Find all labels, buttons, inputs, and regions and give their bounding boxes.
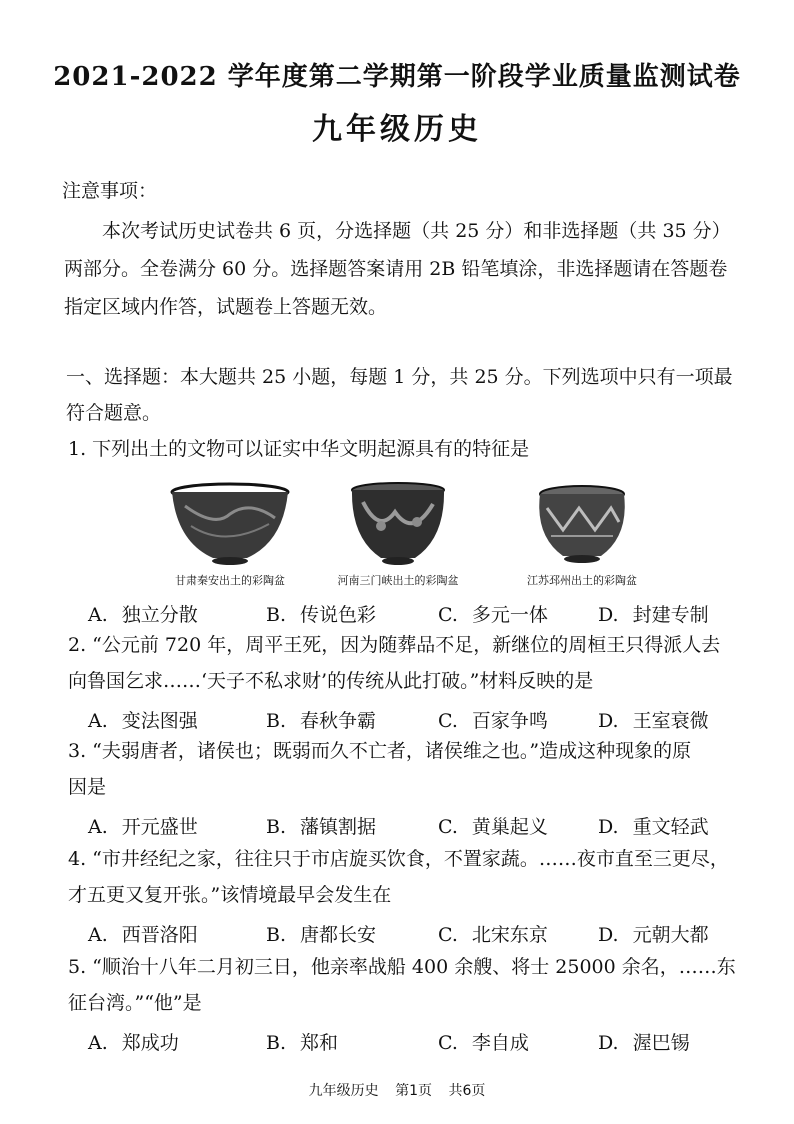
option-c: C. 百家争鸣 — [438, 710, 548, 732]
question-4-options — [88, 920, 728, 948]
artifact-3 — [482, 478, 682, 598]
question-5-options — [88, 1028, 728, 1056]
painted-pottery-basin-icon — [155, 478, 305, 568]
option-d: D. 封建专制 — [598, 604, 709, 626]
option-b: B. 唐都长安 — [266, 924, 377, 946]
option-c: C. 多元一体 — [438, 604, 548, 626]
option-d: D. 王室衰微 — [598, 710, 709, 732]
artifact-caption: 甘肃秦安出土的彩陶盆 — [175, 574, 285, 587]
question-4-stem: 4. “市井经纪之家，往往只于市店旋买饮食，不置家蔬。……夜市直至三更尽， — [68, 848, 729, 870]
question-1-options — [88, 600, 728, 628]
question-2-options — [88, 706, 728, 734]
artifact-images — [0, 478, 794, 598]
notice-heading: 注意事项： — [62, 180, 158, 202]
artifact-caption: 河南三门峡出土的彩陶盆 — [337, 574, 459, 587]
option-c: C. 北宋东京 — [438, 924, 548, 946]
option-b: B. 传说色彩 — [266, 604, 377, 626]
question-3-stem: 因是 — [68, 776, 107, 798]
footer-page-number: 第1页 — [395, 1083, 432, 1099]
painted-pottery-basin-icon — [323, 478, 473, 568]
option-b: B. 春秋争霸 — [266, 710, 377, 732]
exam-subtitle: 九年级历史 — [312, 112, 482, 147]
painted-pottery-basin-icon — [507, 478, 657, 568]
question-1-stem: 1. 下列出土的文物可以证实中华文明起源具有的特征是 — [68, 438, 530, 460]
section-heading: 一、选择题：本大题共 25 小题，每题 1 分，共 25 分。下列选项中只有一项最 — [66, 366, 733, 388]
option-b: B. 藩镇割据 — [266, 816, 377, 838]
question-2-stem: 向鲁国乞求……‘天子不私求财’的传统从此打破。”材料反映的是 — [68, 670, 594, 692]
notice-line: 两部分。全卷满分 60 分。选择题答案请用 2B 铅笔填涂，非选择题请在答题卷 — [64, 258, 728, 280]
notice-line: 指定区域内作答，试题卷上答题无效。 — [64, 296, 388, 318]
section-heading: 符合题意。 — [66, 402, 162, 424]
option-c: C. 李自成 — [438, 1032, 529, 1054]
option-a: A. 西晋洛阳 — [88, 924, 198, 946]
question-5-stem: 5. “顺治十八年二月初三日，他亲率战船 400 余艘、将士 25000 余名，……东 — [68, 956, 736, 978]
footer-total-pages: 共6页 — [448, 1083, 486, 1099]
option-a: A. 独立分散 — [88, 604, 198, 626]
option-d: D. 渥巴锡 — [598, 1032, 690, 1054]
question-2-stem: 2. “公元前 720 年，周平王死，因为随葬品不足，新继位的周桓王只得派人去 — [68, 634, 721, 656]
option-d: D. 重文轻武 — [598, 816, 709, 838]
notice-line: 本次考试历史试卷共 6 页，分选择题（共 25 分）和非选择题（共 35 分） — [102, 220, 731, 242]
option-b: B. 郑和 — [266, 1032, 339, 1054]
page-footer — [0, 1080, 794, 1100]
question-3-options — [88, 812, 728, 840]
artifact-caption: 江苏邳州出土的彩陶盆 — [527, 574, 637, 587]
option-c: C. 黄巢起义 — [438, 816, 548, 838]
question-4-stem: 才五更又复开张。”该情境最早会发生在 — [68, 884, 392, 906]
option-a: A. 郑成功 — [88, 1032, 179, 1054]
exam-title: 2021-2022 学年度第二学期第一阶段学业质量监测试卷 — [53, 62, 741, 92]
artifact-2 — [298, 478, 498, 598]
question-5-stem: 征台湾。”“他”是 — [68, 992, 202, 1014]
option-d: D. 元朝大都 — [598, 924, 709, 946]
option-a: A. 开元盛世 — [88, 816, 198, 838]
footer-subject: 九年级历史 — [308, 1083, 379, 1099]
option-a: A. 变法图强 — [88, 710, 198, 732]
question-3-stem: 3. “夫弱唐者，诸侯也；既弱而久不亡者，诸侯维之也。”造成这种现象的原 — [68, 740, 692, 762]
